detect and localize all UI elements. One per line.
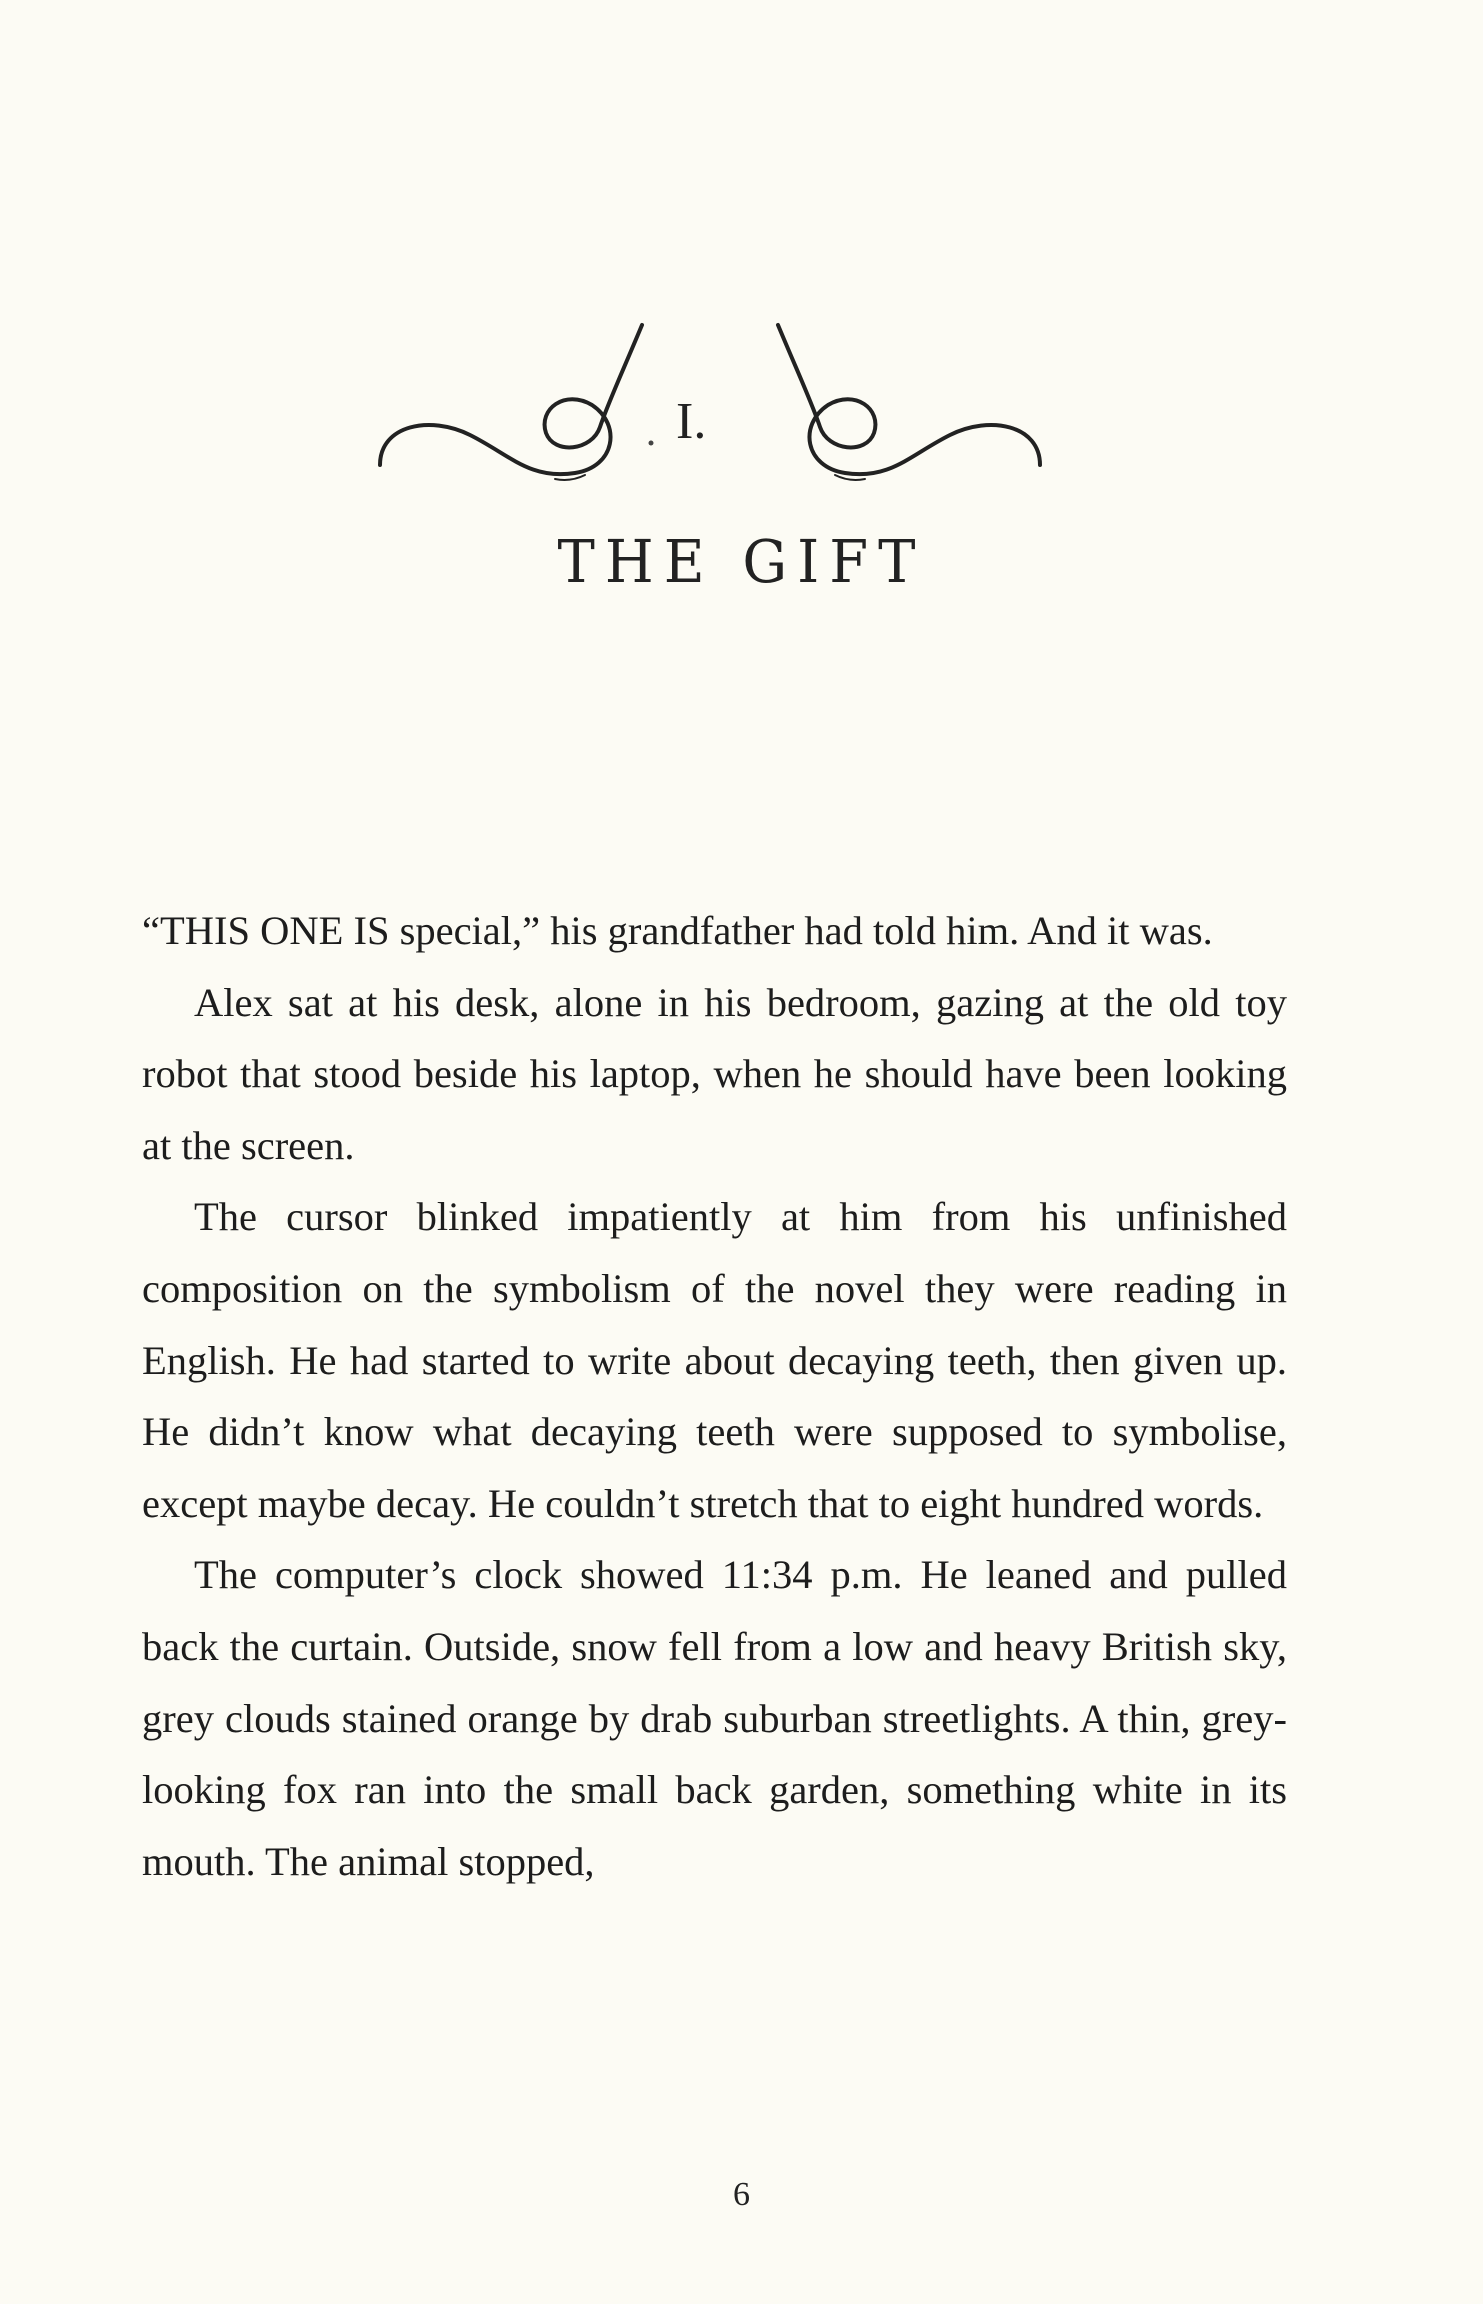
paragraph-2: Alex sat at his desk, alone in his bedroom, gazing at the old toy robot that stood beside his laptop, when he should have been looking at the screen.	[142, 979, 1287, 1168]
page-number: 6	[733, 2176, 750, 2213]
paragraph-1: “THIS ONE IS special,” his grandfather had told him. And it was.	[142, 908, 1213, 953]
chapter-body-text	[142, 895, 1287, 1897]
paragraph-3: The cursor blinked impatiently at him from his unfinished composition on the symbolism of the novel they were reading in English. He had started to write about decaying teeth, then given up. He didn’t know what decaying teeth were supposed to symbolise, except maybe decay. He couldn’t stretch that to eight hundred words.	[142, 1194, 1287, 1526]
chapter-title: THE GIFT	[557, 528, 926, 597]
paragraph-4: The computer’s clock showed 11:34 p.m. He leaned and pulled back the curtain. Outside, snow fell from a low and heavy British sky, grey clouds stained orange by drab suburban streetlights. A thin, grey-looking fox ran into the small back garden, something white in its mouth. The animal stopped,	[142, 1552, 1287, 1884]
chapter-number: I.	[676, 393, 707, 450]
